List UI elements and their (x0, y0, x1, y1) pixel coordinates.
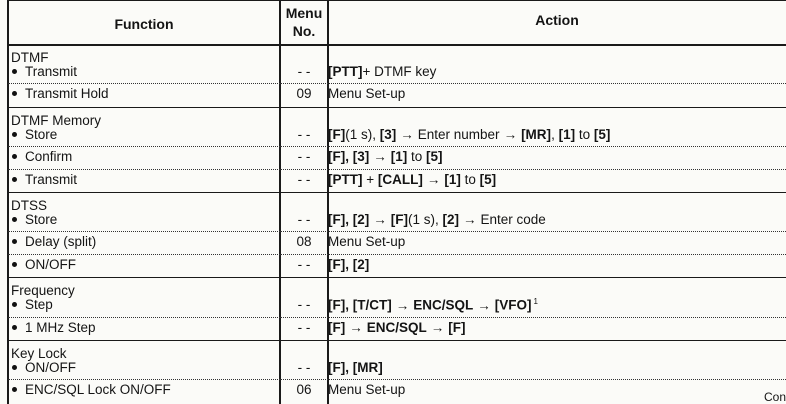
header-function: Function (114, 16, 174, 32)
function-label: Delay (split) (25, 234, 97, 250)
function-label: Step (25, 297, 53, 313)
action-part: [PTT] (328, 171, 363, 187)
row-divider (8, 83, 280, 84)
function-name (12, 382, 171, 397)
bullet-icon (12, 91, 17, 96)
function-label: Transmit (25, 171, 78, 187)
action-part: [5] (593, 126, 611, 142)
header-rule (8, 44, 786, 46)
header-action: Action (535, 12, 579, 28)
menu-number: - - (297, 360, 311, 375)
menu-number: - - (297, 256, 311, 272)
action-part: , (551, 126, 559, 142)
function-name (12, 127, 57, 142)
action-part: [F] (328, 319, 346, 335)
group-rule (8, 340, 786, 341)
action-part: [F], [T/CT] (328, 297, 392, 313)
action-part: ENC/SQL (366, 319, 427, 335)
arrow-icon: → (349, 319, 363, 335)
arrow-icon: → (373, 149, 387, 165)
function-name (12, 257, 76, 272)
bullet-icon (12, 132, 17, 137)
action-text (328, 149, 443, 164)
menu-number: - - (297, 297, 311, 313)
bullet-icon (12, 177, 17, 182)
action-text (328, 320, 466, 335)
action-part: [F], [2] (328, 212, 370, 227)
row-divider (8, 254, 280, 255)
action-part: [PTT] (328, 64, 363, 79)
function-name (12, 320, 96, 335)
action-part: to (575, 126, 594, 142)
row-divider (8, 231, 280, 232)
action-part: [F] (328, 126, 346, 142)
action-part: Enter code (480, 212, 546, 227)
header-menu-no: Menu No. (285, 5, 323, 39)
menu-number: - - (297, 149, 311, 165)
menu-number: 08 (296, 234, 312, 250)
action-text (328, 257, 369, 272)
column-divider (327, 0, 329, 404)
action-part: [1] (390, 149, 408, 165)
function-label: Store (25, 126, 58, 142)
action-part: + (362, 171, 378, 187)
arrow-icon: → (430, 319, 445, 335)
arrow-icon: → (400, 126, 414, 142)
column-divider (279, 0, 281, 404)
function-label: ENC/SQL Lock ON/OFF (25, 382, 171, 398)
group-label: Frequency (11, 283, 75, 299)
action-part: [F] (448, 319, 466, 335)
row-divider (8, 379, 280, 380)
row-divider (280, 169, 786, 170)
function-name (12, 86, 109, 101)
function-name (12, 234, 96, 249)
action-part: (1 s), (408, 212, 443, 227)
action-part: [CALL] (377, 171, 423, 187)
row-divider (8, 317, 280, 318)
function-label: ON/OFF (25, 360, 76, 375)
action-text (328, 382, 405, 397)
function-name (12, 212, 57, 227)
group-rule (8, 277, 786, 278)
action-part: [5] (426, 149, 443, 165)
menu-number: - - (297, 319, 311, 335)
action-part: to (460, 171, 480, 187)
action-part: to (407, 149, 427, 165)
arrow-icon: → (426, 171, 441, 187)
bullet-icon (12, 302, 17, 307)
function-table (8, 0, 786, 404)
action-text (328, 86, 405, 101)
action-part: [MR] (521, 126, 552, 142)
header-rule (8, 0, 786, 1)
action-part: Menu Set-up (328, 234, 406, 250)
action-part: [1] (444, 171, 461, 187)
arrow-icon: → (395, 297, 410, 313)
action-text (328, 172, 496, 187)
menu-number: 06 (296, 382, 312, 398)
function-name (12, 64, 77, 79)
action-text (328, 127, 610, 142)
row-divider (280, 254, 786, 255)
function-label: Transmit (25, 64, 78, 79)
group-label: DTMF (11, 50, 49, 65)
function-name (12, 149, 72, 164)
menu-number: - - (297, 64, 311, 79)
function-name (12, 172, 77, 187)
function-label: Confirm (25, 149, 73, 165)
row-divider (280, 317, 786, 318)
action-text (328, 297, 538, 313)
menu-number: - - (297, 212, 311, 227)
arrow-icon: → (477, 297, 491, 313)
column-divider (7, 0, 9, 404)
action-part: ENC/SQL (413, 297, 474, 313)
menu-number: - - (297, 171, 311, 187)
action-part: Menu Set-up (328, 382, 406, 398)
action-part: [3] (379, 126, 397, 142)
bullet-icon (12, 262, 17, 267)
bullet-icon (12, 387, 17, 392)
action-part: Menu Set-up (328, 86, 406, 102)
function-name (12, 360, 76, 375)
action-text (328, 234, 405, 249)
action-text (328, 212, 546, 227)
row-divider (8, 146, 280, 147)
group-label: DTMF Memory (11, 112, 101, 128)
action-part: [F] (390, 212, 408, 227)
menu-number: - - (297, 126, 311, 142)
action-part: [F], [2] (328, 256, 370, 272)
row-divider (8, 169, 280, 170)
row-divider (280, 146, 786, 147)
group-rule (8, 107, 786, 108)
action-part: [5] (479, 171, 497, 187)
action-part: + DTMF key (362, 64, 437, 79)
footnote-mark: 1 (533, 297, 538, 307)
group-label: Key Lock (11, 346, 67, 361)
bullet-icon (12, 239, 17, 244)
action-part: [F], [MR] (328, 360, 383, 375)
function-label: Store (25, 212, 58, 227)
action-part: [2] (442, 212, 460, 227)
action-part: [F], [3] (328, 149, 370, 165)
bullet-icon (12, 217, 17, 222)
menu-number: 09 (296, 86, 312, 102)
action-part: [VFO] (494, 297, 532, 313)
continued-note: Con (763, 390, 786, 404)
action-part: [1] (558, 126, 576, 142)
row-divider (280, 83, 786, 84)
action-part: (1 s), (345, 126, 380, 142)
bullet-icon (12, 325, 17, 330)
row-divider (280, 231, 786, 232)
function-label: ON/OFF (25, 256, 76, 272)
arrow-icon: → (373, 212, 387, 227)
bullet-icon (12, 154, 17, 159)
group-rule (8, 192, 786, 193)
action-part: Enter number (417, 126, 500, 142)
row-divider (280, 379, 786, 380)
function-label: 1 MHz Step (25, 319, 96, 335)
group-label: DTSS (11, 198, 48, 213)
arrow-icon: → (463, 212, 477, 227)
arrow-icon: → (503, 126, 518, 142)
function-label: Transmit Hold (25, 86, 109, 102)
action-text (328, 360, 383, 375)
function-name (12, 297, 53, 312)
action-text (328, 64, 436, 79)
bullet-icon (12, 365, 17, 370)
bullet-icon (12, 69, 17, 74)
